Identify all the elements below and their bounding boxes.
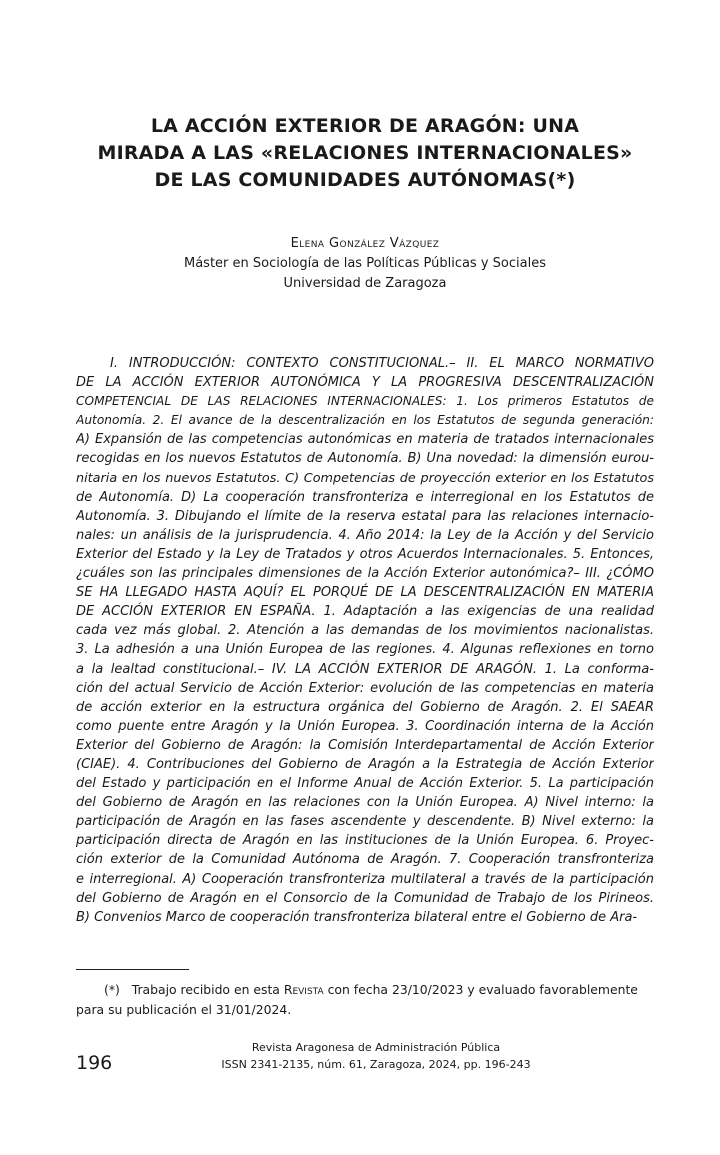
footnote-journal-word: Revista: [283, 982, 324, 997]
abstract-summary: [76, 354, 654, 927]
title-line-2: MIRADA A LAS «RELACIONES INTERNACIONALES»: [97, 142, 633, 164]
abstract-line: ción del actual Servicio de Acción Exterior: evolución de las competencias en materia: [76, 680, 654, 696]
author-block: [76, 234, 654, 294]
abstract-line: nitaria en los nuevos Estatutos. C) Competencias de proyección exterior en los Estatutos: [76, 470, 654, 486]
abstract-line: ción exterior de la Comunidad Autónoma de Aragón. 7. Cooperación transfronteriza: [76, 852, 654, 868]
journal-name: Revista Aragonesa de Administración Pública: [251, 1041, 501, 1054]
abstract-line: Exterior del Gobierno de Aragón: la Comisión Interdepartamental de Acción Exterior: [76, 737, 654, 753]
abstract-line: cada vez más global. 2. Atención a las demandas de los movimientos nacionalistas.: [76, 623, 654, 639]
abstract-line: de Autonomía. D) La cooperación transfronteriza e interregional en los Estatutos de: [76, 489, 654, 505]
abstract-line: del Gobierno de Aragón en el Consorcio de la Comunidad de Trabajo de los Pirineos.: [76, 890, 654, 906]
footnote-divider: [76, 969, 189, 970]
abstract-line: 3. La adhesión a una Unión Europea de las regiones. 4. Algunas reflexiones en torno: [76, 642, 654, 658]
abstract-line: del Gobierno de Aragón en las relaciones con la Unión Europea. A) Nivel interno: la: [76, 795, 654, 811]
abstract-line: ¿cuáles son las principales dimensiones de la Acción Exterior autonómica?– III. ¿CÓMO: [76, 566, 654, 582]
abstract-line: A) Expansión de las competencias autonómicas en materia de tratados internacionales: [76, 432, 654, 448]
abstract-line: SE HA LLEGADO HASTA AQUÍ? EL PORQUÉ DE LA DESCENTRALIZACIÓN EN MATERIA: [76, 585, 654, 601]
abstract-line: participación directa de Aragón en las instituciones de la Unión Europea. 6. Proyec-: [76, 833, 654, 849]
abstract-line: recogidas en los nuevos Estatutos de Autonomía. B) Una novedad: la dimensión eurou-: [76, 451, 654, 467]
author-degree: Máster en Sociología de las Políticas Públicas y Sociales: [184, 256, 546, 271]
article-title: [76, 113, 654, 194]
title-line-3: DE LAS COMUNIDADES AUTÓNOMAS(*): [154, 169, 576, 191]
abstract-line: a la lealtad constitucional.– IV. LA ACCIÓN EXTERIOR DE ARAGÓN. 1. La conforma-: [76, 661, 654, 677]
abstract-line: (CIAE). 4. Contribuciones del Gobierno de Aragón a la Estrategia de Acción Exterior: [76, 756, 654, 772]
abstract-line: DE ACCIÓN EXTERIOR EN ESPAÑA. 1. Adaptación a las exigencias de una realidad: [76, 604, 654, 620]
abstract-line: Exterior del Estado y la Ley de Tratados y otros Acuerdos Internacionales. 5. Entonces,: [76, 546, 654, 562]
abstract-line: como puente entre Aragón y la Unión Europea. 3. Coordinación interna de la Acción: [76, 718, 654, 734]
abstract-line: Autonomía. 3. Dibujando el límite de la reserva estatal para las relaciones internacio-: [76, 508, 654, 524]
abstract-line: del Estado y participación en el Informe Anual de Acción Exterior. 5. La participación: [76, 776, 654, 792]
abstract-line: COMPETENCIAL DE LAS RELACIONES INTERNACIONALES: 1. Los primeros Estatutos de: [76, 394, 654, 409]
title-line-1: LA ACCIÓN EXTERIOR DE ARAGÓN: UNA: [150, 115, 580, 137]
abstract-line: participación de Aragón en las fases ascendente y descendente. B) Nivel externo: la: [76, 814, 654, 830]
abstract-line: e interregional. A) Cooperación transfronteriza multilateral a través de la participación: [76, 871, 654, 887]
author-institution: Universidad de Zaragoza: [283, 276, 447, 291]
footnote-marker: (*): [104, 982, 120, 997]
footnote: [76, 980, 654, 1020]
abstract-line: Autonomía. 2. El avance de la descentralización en los Estatutos de segunda generación:: [76, 413, 654, 428]
abstract-line: nales: un análisis de la jurisprudencia. 4. Año 2014: la Ley de la Acción y del Servicio: [76, 527, 654, 543]
author-name: Elena González Vázquez: [290, 236, 440, 251]
journal-details: ISSN 2341-2135, núm. 61, Zaragoza, 2024, pp. 196-243: [221, 1058, 531, 1071]
footnote-line-1: [76, 980, 654, 1000]
footnote-text-after: con fecha 23/10/2023 y evaluado favorablemente: [327, 982, 638, 997]
page-number: 196: [76, 1052, 113, 1074]
journal-footer: [176, 1039, 576, 1073]
abstract-line: de acción exterior en la estructura orgánica del Gobierno de Aragón. 2. El SAEAR: [76, 699, 654, 715]
footnote-line-2: para su publicación el 31/01/2024.: [76, 1002, 292, 1017]
abstract-line: DE LA ACCIÓN EXTERIOR AUTONÓMICA Y LA PROGRESIVA DESCENTRALIZACIÓN: [76, 375, 654, 391]
abstract-line: I. INTRODUCCIÓN: CONTEXTO CONSTITUCIONAL.– II. EL MARCO NORMATIVO: [110, 356, 654, 371]
footnote-text-before: Trabajo recibido en esta: [131, 982, 280, 997]
abstract-line: B) Convenios Marco de cooperación transfronteriza bilateral entre el Gobierno de Ara-: [76, 909, 638, 925]
